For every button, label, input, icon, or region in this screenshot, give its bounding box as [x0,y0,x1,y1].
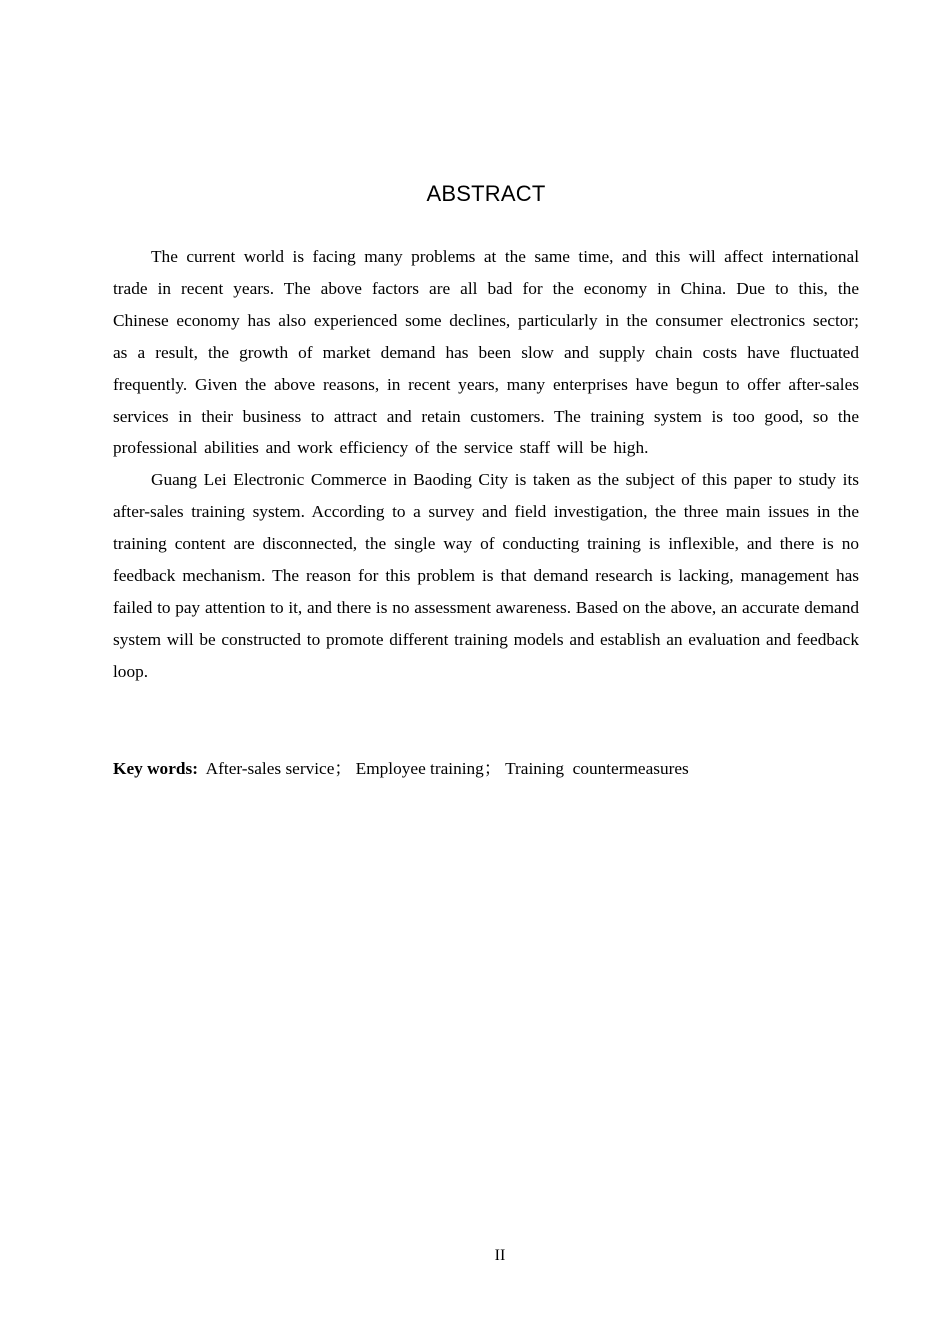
keywords-label: Key words: [113,759,198,778]
keyword-item: Training countermeasures [505,759,689,778]
abstract-body [113,241,859,688]
page-number: II [494,1247,506,1264]
keyword-item: After-sales service [205,759,335,778]
keywords-line [113,753,859,784]
page-title: ABSTRACT [426,181,546,206]
keyword-separator: ； [483,759,502,778]
abstract-paragraph-1: The current world is facing many problems at the same time, and this will affect international trade in recent years. The above factors are all bad for the economy in China. Due to this, the Chinese economy has also experienced some declines, particularly in the consumer electronics sector; as a result, the growth of market demand has been slow and supply chain costs have fluctuated frequently. Given the above reasons, in recent years, many enterprises have begun to offer after-sales services in their business to attract and retain customers. The training system is too good, so the professional abilities and work efficiency of the service staff will be high. [113,247,859,458]
keyword-item: Employee training [355,759,484,778]
keyword-separator: ； [334,759,352,778]
abstract-paragraph-2: Guang Lei Electronic Commerce in Baoding City is taken as the subject of this paper to study its after-sales training system. According to a survey and field investigation, the three main issues in the training content are disconnected, the single way of conducting training is inflexible, and there is no feedback mechanism. The reason for this problem is that demand research is lacking, management has failed to pay attention to it, and there is no assessment awareness. Based on the above, an accurate demand system will be constructed to promote different training models and establish an evaluation and feedback loop. [113,470,859,681]
